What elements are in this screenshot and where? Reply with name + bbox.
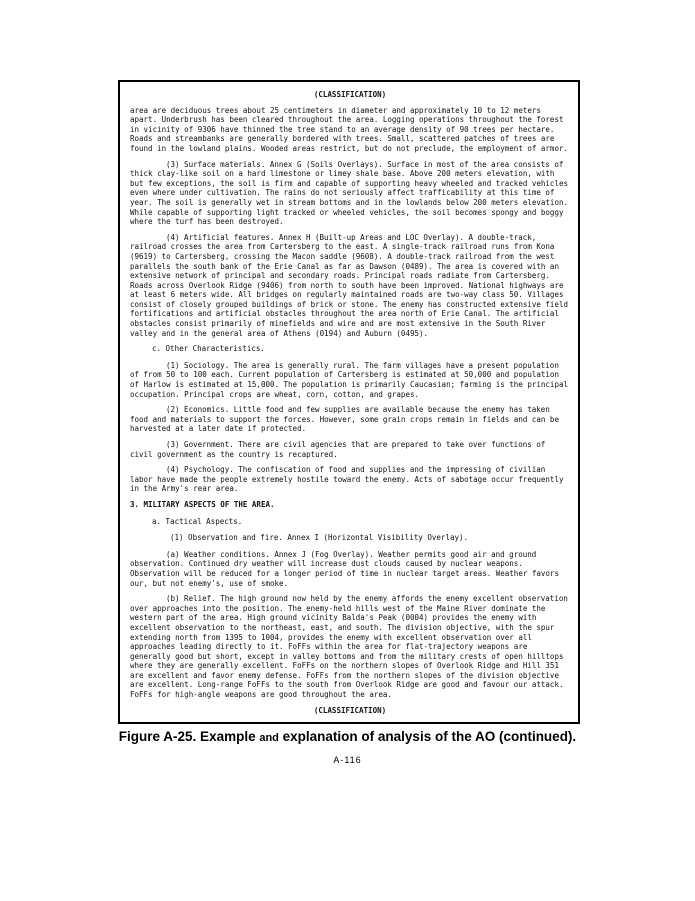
paragraph-surface-materials: (3) Surface materials. Annex G (Soils Overlays). Surface in most of the area consists of thick clay-like soil on a hard limestone or limey shale base. Above 200 meters elevation, with but few exceptions, the soil is firm and capable of supporting heavy wheeled and tracked vehicles even where under cultivation. The rains do not seriously affect trafficability at this time of year. The soil is generally wet in stream bottoms and in the lowlands below 200 meters elevation. While capable of supporting light tracked or wheeled vehicles, the soil becomes spongy and boggy where the turf has been destroyed. [130,159,568,227]
paragraph-relief: (b) Relief. The high ground now held by the enemy affords the enemy excellent observation over approaches into the position. The enemy-held hills west of the Maine River dominate the western part of the area. High ground vicinity Balda's Peak (0004) provides the enemy with excellent observation to the northeast, east, and south. The division objective, with the spur extending north from 1395 to 1004, provides the enemy with excellent observation over all approaches leading directly to it. FoFFs within the area for flat-trajectory weapons are generally good but short, except in valley bottoms and from the military crests of open hilltops where they are generally excellent. FoFFs on the northern slopes of Overlook Ridge and Hill 351 are excellent and favor enemy defense. FoFFs from the northern slopes of the division objective are excellent. Long-range FoFFs to the south from Overlook Ridge are good and favour our attack. FoFFs for high-angle weapons are good throughout the area. [130,594,568,700]
heading-observation-and-fire: (1) Observation and fire. Annex I (Horizontal Visibility Overlay). [170,533,469,543]
caption-part-2: explanation of analysis of the AO (continued). [278,729,577,744]
paragraph-psychology: (4) Psychology. The confiscation of food and supplies and the impressing of civilian labor have made the people extremely hostile toward the enemy. Acts of sabotage occur frequently in the Army's rear area. [130,465,564,494]
paragraph-weather-conditions: (a) Weather conditions. Annex J (Fog Overlay). Weather permits good air and ground observation. Continued dry weather will increase dust clouds caused by nuclear weapons. Observation will be reduced for a longer period of time in nuclear target areas. Weather favors our, but not enemy's, use of smoke. [130,549,559,588]
heading-other-characteristics: c. Other Characteristics. [152,344,265,354]
classification-header: (CLASSIFICATION) [313,90,387,99]
figure-caption [0,729,695,744]
paragraph-forest: area are deciduous trees about 25 centimeters in diameter and approximately 10 to 12 meters apart. Underbrush has been cleared throughout the area. Logging operations throughout the forest in vicinity of 9306 have thinned the tree stand to an average density of 90 trees per hectare. Roads and streambanks are generally bordered with trees. Small, scattered patches of trees are found in the lowland plains. Wooded areas restrict, but do not preclude, the employment of armor. [130,105,568,153]
page-number: A-116 [333,755,362,765]
paragraph-economics: (2) Economics. Little food and few supplies are available because the enemy has taken food and materials to support the forces. However, some grain crops remain in fields and can be harvested at a later date if protected. [130,405,559,434]
heading-tactical-aspects: a. Tactical Aspects. [152,516,243,526]
paragraph-government: (3) Government. There are civil agencies that are prepared to take over functions of civil government as the country is recaptured. [130,440,546,459]
caption-part-1: Figure A-25. Example [118,729,260,744]
classified-document-frame [118,80,580,724]
paragraph-artificial-features: (4) Artificial features. Annex H (Built-up Areas and LOC Overlay). A double-track, railroad crosses the area from Cartersberg to the east. A single-track railroad runs from Kona (9619) to Cartersberg, crossing the Macon saddle (9608). A double-track railroad from the west parallels the south bank of the Erie Canal as far as Dawson (0489). The area is covered with an extensive network of principal and secondary roads. Principal roads radiate from Cartersberg. Roads across Overlook Ridge (9406) from north to south have been improved. National highways are at least 6 meters wide. All bridges on regularly maintained roads are two-way class 50. Villages consist of closely grouped buildings of brick or stone. The enemy has constructed extensive field fortifications and artificial obstacles throughout the area north of Erie Canal. The artificial obstacles consist primarily of minefields and wire and are most extensive in the South River valley and in the general area of Athens (0194) and Auburn (0495). [130,232,568,338]
caption-and: and [259,732,279,744]
heading-military-aspects: 3. MILITARY ASPECTS OF THE AREA. [130,499,275,509]
classification-footer: (CLASSIFICATION) [313,705,387,715]
paragraph-sociology: (1) Sociology. The area is generally rural. The farm villages have a present population of from 50 to 100 each. Current population of Cartersberg is estimated at 50,000 and population of Harlow is estimated at 15,000. The population is primarily Caucasian; farming is the principal occupation. Principal crops are wheat, corn, cotton, and grapes. [130,360,568,399]
